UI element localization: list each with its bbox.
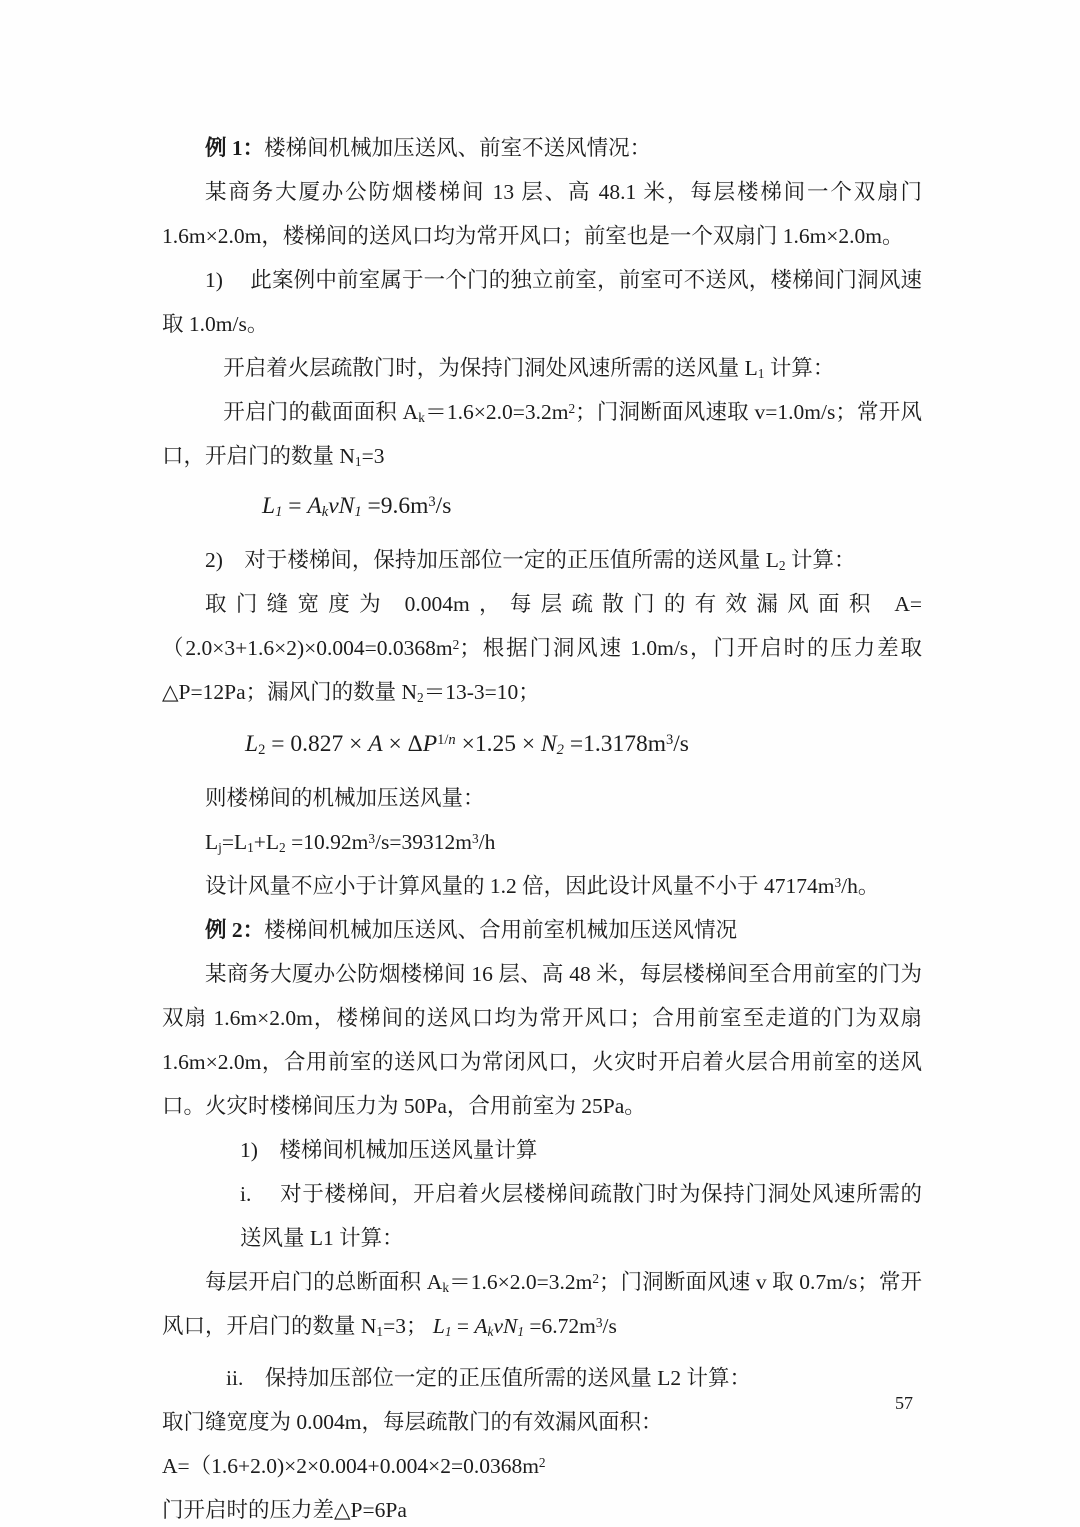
page-number: 57 [895, 1393, 913, 1413]
example-1-l2-formula: $L_2 = 0.827 \times A \times \Delta P^{1/n} \times 1.25 \times N_2 =1.3178m^3/s$ [245, 731, 689, 759]
example-1-total-formula: $L_j=L_1+L_2 =10.92m^3/s=39312m^3/h$ [205, 830, 496, 855]
example-2-intro-paragraph: 某商务大厦办公防烟楼梯间 16 层、高 48 米，每层楼梯间至合用前室的门为双扇 1.6m×2.0m，楼梯间的送风口均为常开风口；合用前室至走道的门为双扇 1.6m×2.0m，合用前室的送风口为常闭风口，火灾时开启着火层合用前室的送风口。火灾时楼梯间压力为 50Pa，合用前室为 25Pa。 [162, 962, 922, 1118]
example-2-item-1: 1) 楼梯间机械加压送风量计算 [240, 1138, 538, 1162]
example-2-step-ii: ii. 保持加压部位一定的正压值所需的送风量 L2 计算： [226, 1366, 751, 1390]
example-2-l1-parameters: 每层开启门的总断面积 $A_k=1.6\times 2.0=3.2m^2$；门洞断面风速 v 取 0.7m/s；常开风口，开启门的数量 $N_1=3$； $L_1 = A_kvN_1 =6.72m^3/s$ [162, 1270, 922, 1339]
example-2-heading: 例 2：楼梯间机械加压送风、合用前室机械加压送风情况 [205, 918, 738, 942]
example-2-l2-gap-width: 取门缝宽度为 0.004m，每层疏散门的有效漏风面积： [162, 1410, 663, 1434]
document-body [162, 126, 922, 1527]
example-2-step-i: i. 对于楼梯间，开启着火层楼梯间疏散门时为保持门洞处风速所需的送风量 L1 计算： [240, 1182, 922, 1250]
example-2-leakage-area: $A=(1.6+2.0)\times 2\times 0.004+0.004\times 2=0.0368m^2$ [162, 1454, 546, 1478]
example-1-l2-parameters: 取门缝宽度为 0.004m，每层疏散门的有效漏风面积 $A=(2.0\times 3+1.6\times 2)\times 0.004=0.0368m^2$；根据门洞风速 1.0m/s，门开启时的压力差取△P=12Pa；漏风门的数量 $N_2=13-3=10$； [162, 592, 922, 705]
example-1-heading: 例 1：楼梯间机械加压送风、前室不送风情况： [205, 136, 652, 160]
example-1-item-2: 2) 对于楼梯间，保持加压部位一定的正压值所需的送风量 $L_2$ 计算： [205, 548, 856, 573]
example-1-total-intro: 则楼梯间的机械加压送风量： [205, 786, 485, 810]
example-1-design-flow: 设计风量不应小于计算风量的 1.2 倍，因此设计风量不小于 $47174m^3/h$。 [205, 874, 880, 898]
example-1-item-1: 1) 此案例中前室属于一个门的独立前室，前室可不送风，楼梯间门洞风速取 1.0m/s。 [162, 268, 922, 336]
example-1-l1-formula: $L_1 = A_kvN_1 =9.6m^3/s$ [262, 493, 452, 521]
example-2-pressure-difference: 门开启时的压力差△P=6Pa [162, 1498, 407, 1522]
example-1-intro-paragraph: 某商务大厦办公防烟楼梯间 13 层、高 48.1 米，每层楼梯间一个双扇门 1.6m×2.0m，楼梯间的送风口均为常开风口；前室也是一个双扇门 1.6m×2.0m。 [162, 180, 922, 248]
example-1-l1-parameters: 开启门的截面面积 $A_k=1.6\times 2.0=3.2m^2$；门洞断面风速取 v=1.0m/s；常开风口，开启门的数量 $N_1=3$ [162, 400, 922, 469]
example-1-l1-intro: 开启着火层疏散门时，为保持门洞处风速所需的送风量 $L_1$ 计算： [223, 356, 835, 381]
